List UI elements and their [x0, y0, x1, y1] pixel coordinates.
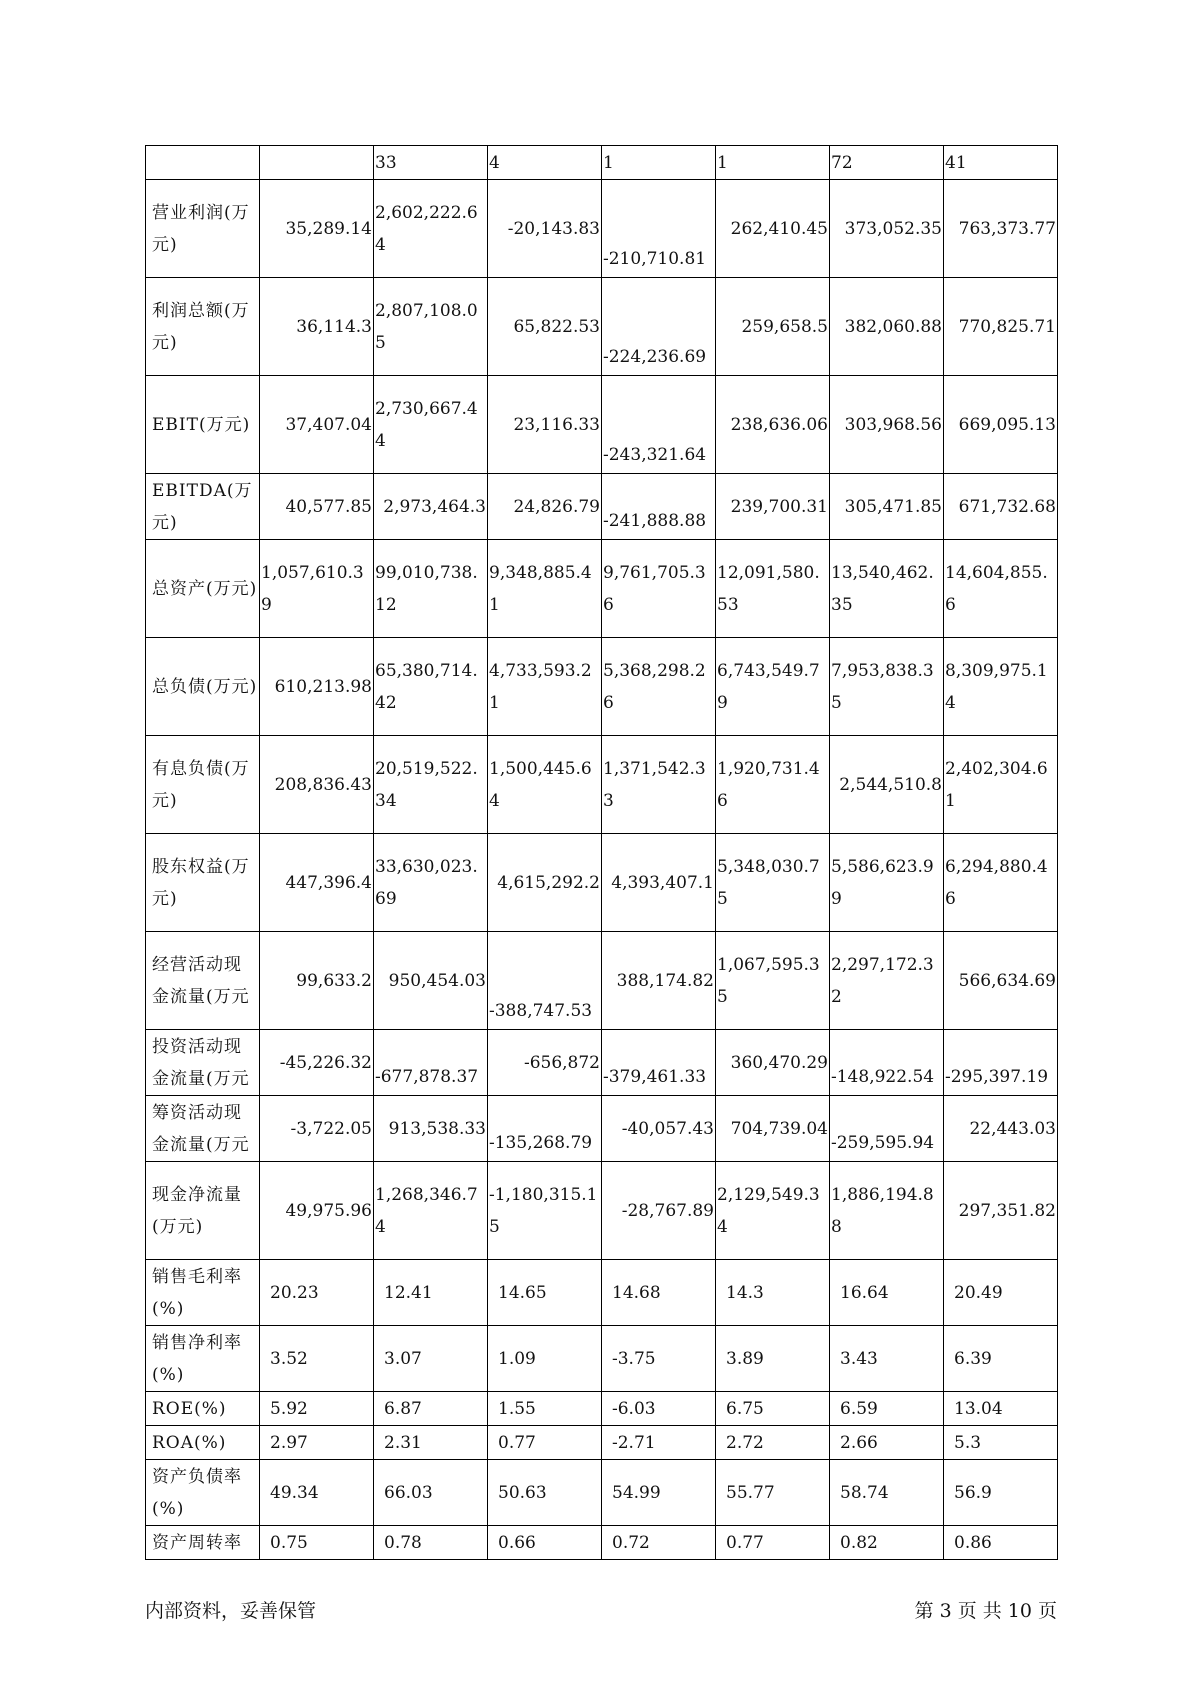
- table-row: [146, 638, 1058, 736]
- table-cell: 1,057,610.39: [260, 540, 374, 638]
- table-cell: -656,872: [488, 1030, 602, 1096]
- table-cell: 33: [374, 146, 488, 180]
- table-cell: 669,095.13: [944, 376, 1058, 474]
- table-row: [146, 146, 1058, 180]
- table-cell: 1,886,194.88: [830, 1162, 944, 1260]
- table-cell: 3.43: [830, 1326, 944, 1392]
- table-cell: 99,633.2: [260, 932, 374, 1030]
- table-cell: -379,461.33: [602, 1030, 716, 1096]
- row-label: 利润总额(万元): [146, 278, 260, 376]
- table-cell: -3,722.05: [260, 1096, 374, 1162]
- table-cell: 0.72: [602, 1526, 716, 1560]
- table-cell: -148,922.54: [830, 1030, 944, 1096]
- table-cell: 13,540,462.35: [830, 540, 944, 638]
- row-label: 总负债(万元): [146, 638, 260, 736]
- table-cell: 447,396.4: [260, 834, 374, 932]
- table-cell: 4: [488, 146, 602, 180]
- table-cell: 0.77: [716, 1526, 830, 1560]
- table-cell: -243,321.64: [602, 376, 716, 474]
- table-cell: 303,968.56: [830, 376, 944, 474]
- row-label: 销售净利率(%): [146, 1326, 260, 1392]
- table-row: [146, 474, 1058, 540]
- table-cell: 2.97: [260, 1426, 374, 1460]
- table-cell: [260, 146, 374, 180]
- table-cell: -40,057.43: [602, 1096, 716, 1162]
- table-cell: 16.64: [830, 1260, 944, 1326]
- table-cell: 7,953,838.35: [830, 638, 944, 736]
- table-cell: 66.03: [374, 1460, 488, 1526]
- table-cell: 0.77: [488, 1426, 602, 1460]
- table-cell: 9,761,705.36: [602, 540, 716, 638]
- row-label: 资产负债率(%): [146, 1460, 260, 1526]
- table-row: [146, 736, 1058, 834]
- table-cell: 0.75: [260, 1526, 374, 1560]
- table-cell: 2,402,304.61: [944, 736, 1058, 834]
- row-label: 经营活动现金流量(万元: [146, 932, 260, 1030]
- table-cell: 1: [716, 146, 830, 180]
- table-cell: -45,226.32: [260, 1030, 374, 1096]
- table-cell: 2,297,172.32: [830, 932, 944, 1030]
- table-cell: -388,747.53: [488, 932, 602, 1030]
- footer-page-number: 第 3 页 共 10 页: [914, 1600, 1057, 1622]
- table-cell: 54.99: [602, 1460, 716, 1526]
- table-cell: -210,710.81: [602, 180, 716, 278]
- table-cell: 14.65: [488, 1260, 602, 1326]
- table-cell: 0.78: [374, 1526, 488, 1560]
- row-label: EBITDA(万元): [146, 474, 260, 540]
- row-label: 总资产(万元): [146, 540, 260, 638]
- row-label: 销售毛利率(%): [146, 1260, 260, 1326]
- table-row: [146, 1460, 1058, 1526]
- table-cell: 13.04: [944, 1392, 1058, 1426]
- row-label: 有息负债(万元): [146, 736, 260, 834]
- table-row: [146, 1392, 1058, 1426]
- table-cell: -224,236.69: [602, 278, 716, 376]
- table-cell: 20.23: [260, 1260, 374, 1326]
- table-cell: -20,143.83: [488, 180, 602, 278]
- table-cell: 20.49: [944, 1260, 1058, 1326]
- table-cell: 1: [602, 146, 716, 180]
- table-cell: 6,294,880.46: [944, 834, 1058, 932]
- table-cell: 6.59: [830, 1392, 944, 1426]
- table-cell: 262,410.45: [716, 180, 830, 278]
- financial-data-table: [145, 145, 1058, 1560]
- table-cell: 763,373.77: [944, 180, 1058, 278]
- table-row: [146, 180, 1058, 278]
- table-cell: 2,129,549.34: [716, 1162, 830, 1260]
- table-cell: 5.92: [260, 1392, 374, 1426]
- table-cell: 360,470.29: [716, 1030, 830, 1096]
- table-cell: -1,180,315.15: [488, 1162, 602, 1260]
- table-row: [146, 1260, 1058, 1326]
- table-row: [146, 932, 1058, 1030]
- table-cell: 4,733,593.21: [488, 638, 602, 736]
- table-cell: 14.3: [716, 1260, 830, 1326]
- table-cell: 2,602,222.64: [374, 180, 488, 278]
- table-cell: 2,730,667.44: [374, 376, 488, 474]
- table-cell: 8,309,975.14: [944, 638, 1058, 736]
- table-cell: 5,586,623.99: [830, 834, 944, 932]
- table-cell: 49,975.96: [260, 1162, 374, 1260]
- table-cell: 0.86: [944, 1526, 1058, 1560]
- table-cell: 6.75: [716, 1392, 830, 1426]
- table-cell: 72: [830, 146, 944, 180]
- table-cell: 388,174.82: [602, 932, 716, 1030]
- row-label: 资产周转率: [146, 1526, 260, 1560]
- table-row: [146, 1096, 1058, 1162]
- row-label: 营业利润(万元): [146, 180, 260, 278]
- table-cell: 5.3: [944, 1426, 1058, 1460]
- table-cell: 3.52: [260, 1326, 374, 1392]
- table-cell: 297,351.82: [944, 1162, 1058, 1260]
- table-cell: 2,973,464.3: [374, 474, 488, 540]
- row-label: 股东权益(万元): [146, 834, 260, 932]
- table-cell: 12,091,580.53: [716, 540, 830, 638]
- table-body: [146, 146, 1058, 1560]
- table-cell: 382,060.88: [830, 278, 944, 376]
- table-row: [146, 1426, 1058, 1460]
- table-cell: 2,807,108.05: [374, 278, 488, 376]
- table-row: [146, 1030, 1058, 1096]
- table-cell: -135,268.79: [488, 1096, 602, 1162]
- table-cell: 3.89: [716, 1326, 830, 1392]
- table-cell: 239,700.31: [716, 474, 830, 540]
- table-cell: 2.72: [716, 1426, 830, 1460]
- table-cell: 14,604,855.6: [944, 540, 1058, 638]
- table-cell: 56.9: [944, 1460, 1058, 1526]
- table-cell: 913,538.33: [374, 1096, 488, 1162]
- table-cell: -28,767.89: [602, 1162, 716, 1260]
- table-cell: 259,658.5: [716, 278, 830, 376]
- table-cell: 49.34: [260, 1460, 374, 1526]
- table-cell: 1,067,595.35: [716, 932, 830, 1030]
- table-cell: 58.74: [830, 1460, 944, 1526]
- table-cell: 55.77: [716, 1460, 830, 1526]
- table-cell: 6,743,549.79: [716, 638, 830, 736]
- table-row: [146, 1326, 1058, 1392]
- table-cell: 1,500,445.64: [488, 736, 602, 834]
- table-row: [146, 1526, 1058, 1560]
- table-cell: -259,595.94: [830, 1096, 944, 1162]
- row-label: EBIT(万元): [146, 376, 260, 474]
- table-cell: 33,630,023.69: [374, 834, 488, 932]
- table-cell: 3.07: [374, 1326, 488, 1392]
- row-label: 投资活动现金流量(万元: [146, 1030, 260, 1096]
- table-cell: 0.82: [830, 1526, 944, 1560]
- table-cell: 610,213.98: [260, 638, 374, 736]
- table-cell: 2.66: [830, 1426, 944, 1460]
- table-cell: -3.75: [602, 1326, 716, 1392]
- table-cell: 950,454.03: [374, 932, 488, 1030]
- table-cell: 6.87: [374, 1392, 488, 1426]
- table-cell: -295,397.19: [944, 1030, 1058, 1096]
- table-cell: 770,825.71: [944, 278, 1058, 376]
- table-cell: 36,114.3: [260, 278, 374, 376]
- table-cell: 20,519,522.34: [374, 736, 488, 834]
- table-row: [146, 1162, 1058, 1260]
- table-cell: 6.39: [944, 1326, 1058, 1392]
- row-label: ROE(%): [146, 1392, 260, 1426]
- table-cell: 4,615,292.2: [488, 834, 602, 932]
- table-cell: 305,471.85: [830, 474, 944, 540]
- table-cell: 1.09: [488, 1326, 602, 1392]
- table-cell: 12.41: [374, 1260, 488, 1326]
- table-cell: 238,636.06: [716, 376, 830, 474]
- table-cell: 99,010,738.12: [374, 540, 488, 638]
- table-cell: -677,878.37: [374, 1030, 488, 1096]
- table-row: [146, 278, 1058, 376]
- table-row: [146, 376, 1058, 474]
- table-cell: 14.68: [602, 1260, 716, 1326]
- table-cell: 4,393,407.1: [602, 834, 716, 932]
- table-cell: 40,577.85: [260, 474, 374, 540]
- table-cell: 1,920,731.46: [716, 736, 830, 834]
- table-cell: 2.31: [374, 1426, 488, 1460]
- table-cell: 1,268,346.74: [374, 1162, 488, 1260]
- table-cell: -2.71: [602, 1426, 716, 1460]
- table-cell: 5,368,298.26: [602, 638, 716, 736]
- row-label: [146, 146, 260, 180]
- table-cell: 37,407.04: [260, 376, 374, 474]
- table-cell: 50.63: [488, 1460, 602, 1526]
- table-cell: 22,443.03: [944, 1096, 1058, 1162]
- row-label: 现金净流量(万元): [146, 1162, 260, 1260]
- table-row: [146, 540, 1058, 638]
- row-label: ROA(%): [146, 1426, 260, 1460]
- table-cell: 1,371,542.33: [602, 736, 716, 834]
- table-cell: 2,544,510.8: [830, 736, 944, 834]
- table-cell: -6.03: [602, 1392, 716, 1426]
- table-cell: 373,052.35: [830, 180, 944, 278]
- table-cell: 5,348,030.75: [716, 834, 830, 932]
- table-cell: 9,348,885.41: [488, 540, 602, 638]
- table-cell: 41: [944, 146, 1058, 180]
- table-cell: 566,634.69: [944, 932, 1058, 1030]
- footer-confidential-note: 内部资料，妥善保管: [145, 1600, 317, 1622]
- table-row: [146, 834, 1058, 932]
- table-cell: -241,888.88: [602, 474, 716, 540]
- table-cell: 208,836.43: [260, 736, 374, 834]
- table-cell: 671,732.68: [944, 474, 1058, 540]
- table-cell: 704,739.04: [716, 1096, 830, 1162]
- table-cell: 23,116.33: [488, 376, 602, 474]
- table-cell: 65,822.53: [488, 278, 602, 376]
- table-cell: 35,289.14: [260, 180, 374, 278]
- table-cell: 65,380,714.42: [374, 638, 488, 736]
- row-label: 筹资活动现金流量(万元: [146, 1096, 260, 1162]
- table-cell: 1.55: [488, 1392, 602, 1426]
- table-cell: 24,826.79: [488, 474, 602, 540]
- table-cell: 0.66: [488, 1526, 602, 1560]
